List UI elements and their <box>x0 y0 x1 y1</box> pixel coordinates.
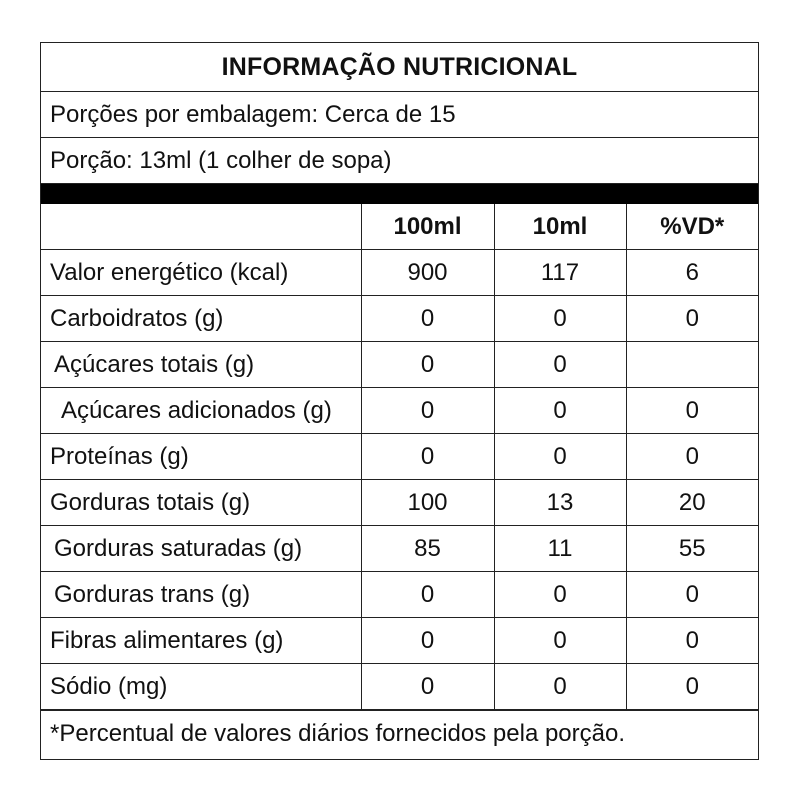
value-10ml: 0 <box>494 618 626 664</box>
value-vd: 0 <box>626 572 758 618</box>
value-10ml: 13 <box>494 480 626 526</box>
column-header-vd: %VD* <box>626 204 758 250</box>
value-100ml: 0 <box>361 388 494 434</box>
value-100ml: 900 <box>361 250 494 296</box>
value-10ml: 117 <box>494 250 626 296</box>
table-row <box>41 388 758 434</box>
nutrition-facts-panel <box>40 42 759 760</box>
value-vd: 0 <box>626 618 758 664</box>
table-row <box>41 480 758 526</box>
column-header-100ml: 100ml <box>361 204 494 250</box>
value-vd: 55 <box>626 526 758 572</box>
value-10ml: 0 <box>494 388 626 434</box>
value-vd: 0 <box>626 434 758 480</box>
nutrient-name: Gorduras saturadas (g) <box>41 526 361 572</box>
nutrient-name: Açúcares adicionados (g) <box>41 388 361 434</box>
value-100ml: 100 <box>361 480 494 526</box>
table-row <box>41 342 758 388</box>
table-row <box>41 664 758 710</box>
value-100ml: 85 <box>361 526 494 572</box>
value-10ml: 0 <box>494 434 626 480</box>
value-10ml: 0 <box>494 664 626 710</box>
value-100ml: 0 <box>361 296 494 342</box>
value-100ml: 0 <box>361 572 494 618</box>
nutrient-name: Gorduras totais (g) <box>41 480 361 526</box>
value-10ml: 11 <box>494 526 626 572</box>
panel-title: INFORMAÇÃO NUTRICIONAL <box>41 43 758 92</box>
value-vd: 0 <box>626 388 758 434</box>
value-10ml: 0 <box>494 342 626 388</box>
value-vd: 20 <box>626 480 758 526</box>
table-row <box>41 618 758 664</box>
value-100ml: 0 <box>361 664 494 710</box>
value-vd <box>626 342 758 388</box>
column-header-nutrient <box>41 204 361 250</box>
nutrient-name: Fibras alimentares (g) <box>41 618 361 664</box>
column-header-10ml: 10ml <box>494 204 626 250</box>
nutrient-name: Sódio (mg) <box>41 664 361 710</box>
value-vd: 0 <box>626 296 758 342</box>
table-row <box>41 526 758 572</box>
nutrient-name: Gorduras trans (g) <box>41 572 361 618</box>
value-10ml: 0 <box>494 572 626 618</box>
nutrient-name: Valor energético (kcal) <box>41 250 361 296</box>
nutrition-table <box>41 204 758 710</box>
table-row <box>41 250 758 296</box>
value-vd: 6 <box>626 250 758 296</box>
value-10ml: 0 <box>494 296 626 342</box>
value-100ml: 0 <box>361 434 494 480</box>
value-100ml: 0 <box>361 618 494 664</box>
table-row <box>41 434 758 480</box>
table-row <box>41 296 758 342</box>
table-row <box>41 572 758 618</box>
serving-size: Porção: 13ml (1 colher de sopa) <box>41 138 758 184</box>
table-header-row <box>41 204 758 250</box>
value-100ml: 0 <box>361 342 494 388</box>
footnote: *Percentual de valores diários fornecidos pela porção. <box>41 710 758 757</box>
nutrient-name: Carboidratos (g) <box>41 296 361 342</box>
nutrient-name: Proteínas (g) <box>41 434 361 480</box>
value-vd: 0 <box>626 664 758 710</box>
thick-divider-bar <box>41 184 758 204</box>
nutrient-name: Açúcares totais (g) <box>41 342 361 388</box>
servings-per-package: Porções por embalagem: Cerca de 15 <box>41 92 758 138</box>
